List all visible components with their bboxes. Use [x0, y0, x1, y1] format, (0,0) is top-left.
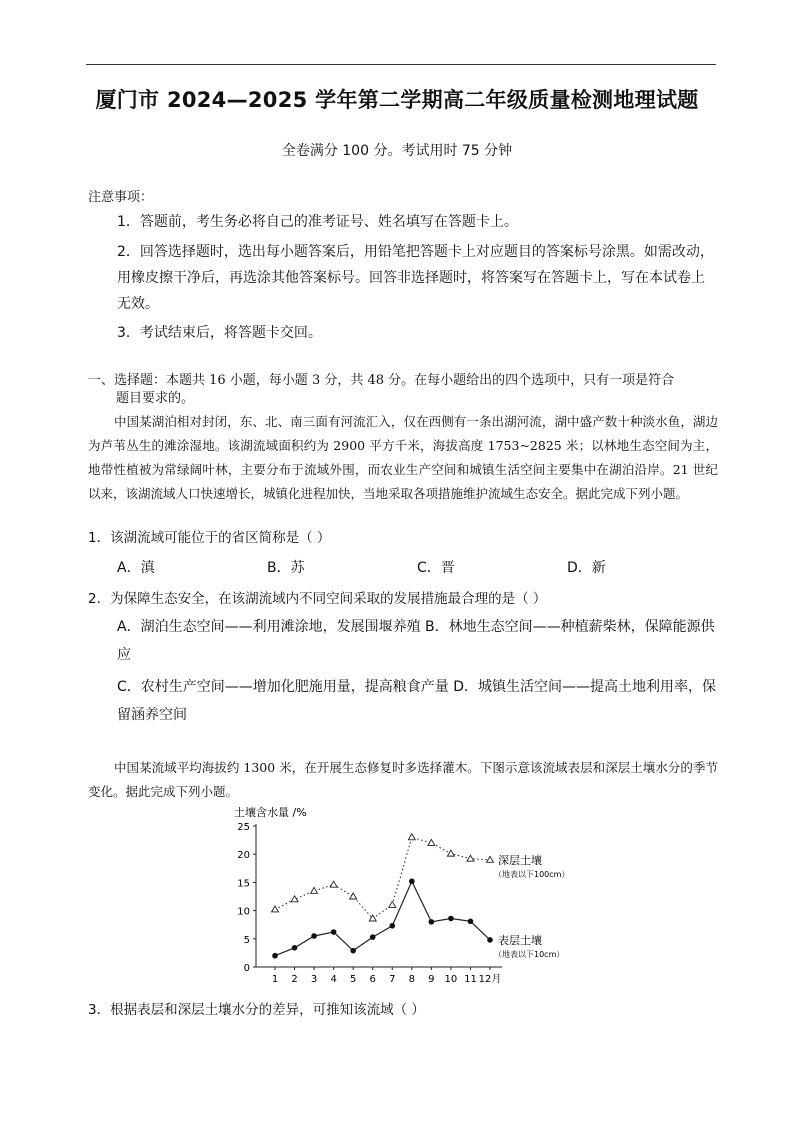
x-tick-label: 8 — [408, 974, 416, 985]
y-axis-label: 土壤含水量 /% — [234, 806, 307, 819]
section-heading — [88, 372, 718, 408]
option-b: B．苏 — [267, 560, 305, 576]
note-item: 2．回答选择题时，选出每小题答案后，用铅笔把答题卡上对应题目的答案标号涂黑。如需改动，用橡皮擦干净后，再选涂其他答案标号。回答非选择题时，将答案写在答题卡上，写在本试卷上无效。 — [117, 244, 714, 312]
notes-heading: 注意事项： — [88, 190, 154, 205]
x-tick-label: 12月 — [478, 974, 502, 985]
x-tick-label: 7 — [389, 974, 396, 985]
surface-soil-point — [429, 919, 435, 925]
deep-soil-legend-label: 深层土壤 — [498, 853, 542, 867]
deep-soil-point — [350, 893, 357, 899]
y-tick-label: 15 — [237, 878, 250, 890]
deep-soil-point — [311, 887, 318, 893]
x-tick-label: 10 — [444, 974, 458, 985]
header-rule — [86, 64, 716, 65]
x-tick-label: 5 — [349, 974, 357, 985]
deep-soil-point — [272, 906, 279, 912]
section-line-2: 题目要求的。 — [116, 391, 195, 406]
x-tick-label: 9 — [428, 974, 435, 985]
option-a: A．湖泊生态空间——利用滩涂地，发展围堰养殖 — [117, 619, 421, 635]
y-tick-label: 25 — [237, 822, 250, 833]
surface-soil-point — [331, 929, 337, 935]
deep-soil-point — [487, 856, 494, 862]
question-2-stem: 2．为保障生态安全，在该湖流域内不同空间采取的发展措施最合理的是（ ） — [88, 591, 547, 607]
surface-soil-point — [409, 878, 415, 884]
question-2-options — [117, 613, 717, 729]
x-tick-label: 3 — [310, 974, 318, 985]
y-tick-label: 10 — [237, 906, 250, 918]
surface-soil-point — [272, 953, 278, 959]
surface-soil-point — [389, 923, 395, 929]
option-b: B．林地生态空间——种植薪柴林，保障能源供应 — [117, 619, 715, 663]
deep-soil-legend-note: （地表以下100cm） — [494, 869, 570, 879]
deep-soil-point — [291, 896, 298, 902]
exam-subtitle: 全卷满分 100 分。考试用时 75 分钟 — [281, 143, 513, 159]
question-1-options — [117, 557, 717, 577]
note-item: 3．考试结束后，将答题卡交回。 — [117, 325, 322, 341]
x-tick-label: 6 — [369, 974, 376, 985]
option-a: A．滇 — [117, 560, 155, 576]
surface-soil-legend-note: （地表以下10cm） — [494, 949, 565, 959]
surface-soil-point — [448, 916, 454, 922]
section-line-1: 一、选择题：本题共 16 小题，每小题 3 分，共 48 分。在每小题给出的四个选项中，只有一项是符合 — [88, 373, 675, 388]
option-ab-line — [117, 613, 717, 669]
question-3-stem: 3．根据表层和深层土壤水分的差异，可推知该流域（ ） — [88, 1002, 425, 1018]
deep-soil-point — [447, 850, 454, 856]
deep-soil-point — [389, 901, 396, 907]
deep-soil-point — [330, 881, 337, 887]
surface-soil-legend-label: 表层土壤 — [498, 933, 542, 947]
surface-soil-point — [292, 945, 298, 951]
x-tick-label: 2 — [291, 974, 298, 985]
deep-soil-point — [408, 834, 415, 840]
surface-soil-point — [487, 937, 493, 943]
note-item: 1．答题前，考生务必将自己的准考证号、姓名填写在答题卡上。 — [117, 214, 518, 230]
y-tick-label: 5 — [243, 934, 250, 946]
exam-title: 厦门市 2024—2025 学年第二学期高二年级质量检测地理试题 — [95, 88, 699, 112]
option-cd-line — [117, 673, 717, 729]
option-d: D．新 — [567, 560, 606, 576]
surface-soil-point — [311, 933, 317, 939]
passage-lake: 中国某湖泊相对封闭，东、北、南三面有河流汇入，仅在西侧有一条出湖河流，湖中盛产数十种淡水鱼，湖边为芦苇丛生的滩涂湿地。该湖流域面积约为 2900 平方千米，海拔高度 1753~2825 米；以林地生态空间为主，地带性植被为常绿阔叶林，主要分布于流域外围，而农业生产空间和城镇生活空间主要集中在湖泊沿岸。21 世纪以来，该湖流域人口快速增长，城镇化进程加快，当地采取各项措施维护流域生态安全。据此完成下列小题。 — [88, 414, 718, 501]
option-d: D．城镇生活空间——提高土地利用率，保留涵养空间 — [117, 679, 717, 723]
passage-soil: 中国某流域平均海拔约 1300 米，在开展生态修复时多选择灌木。下图示意该流域表层和深层土壤水分的季节变化。据此完成下列小题。 — [88, 760, 718, 799]
surface-soil-point — [468, 919, 474, 925]
x-tick-label: 4 — [330, 974, 337, 985]
x-tick-label: 1 — [271, 974, 279, 985]
deep-soil-series-line — [275, 837, 490, 918]
y-tick-label: 0 — [243, 963, 250, 974]
surface-soil-series-line — [275, 881, 490, 955]
surface-soil-point — [350, 948, 356, 954]
deep-soil-point — [467, 855, 474, 861]
option-c: C．晋 — [417, 560, 455, 576]
soil-moisture-chart — [222, 800, 582, 992]
surface-soil-point — [370, 934, 376, 940]
option-c: C．农村生产空间——增加化肥施用量，提高粮食产量 — [117, 679, 449, 695]
question-1-stem: 1．该湖流域可能位于的省区简称是（ ） — [88, 530, 331, 546]
x-tick-label: 11 — [464, 974, 477, 985]
y-tick-label: 20 — [237, 850, 250, 862]
